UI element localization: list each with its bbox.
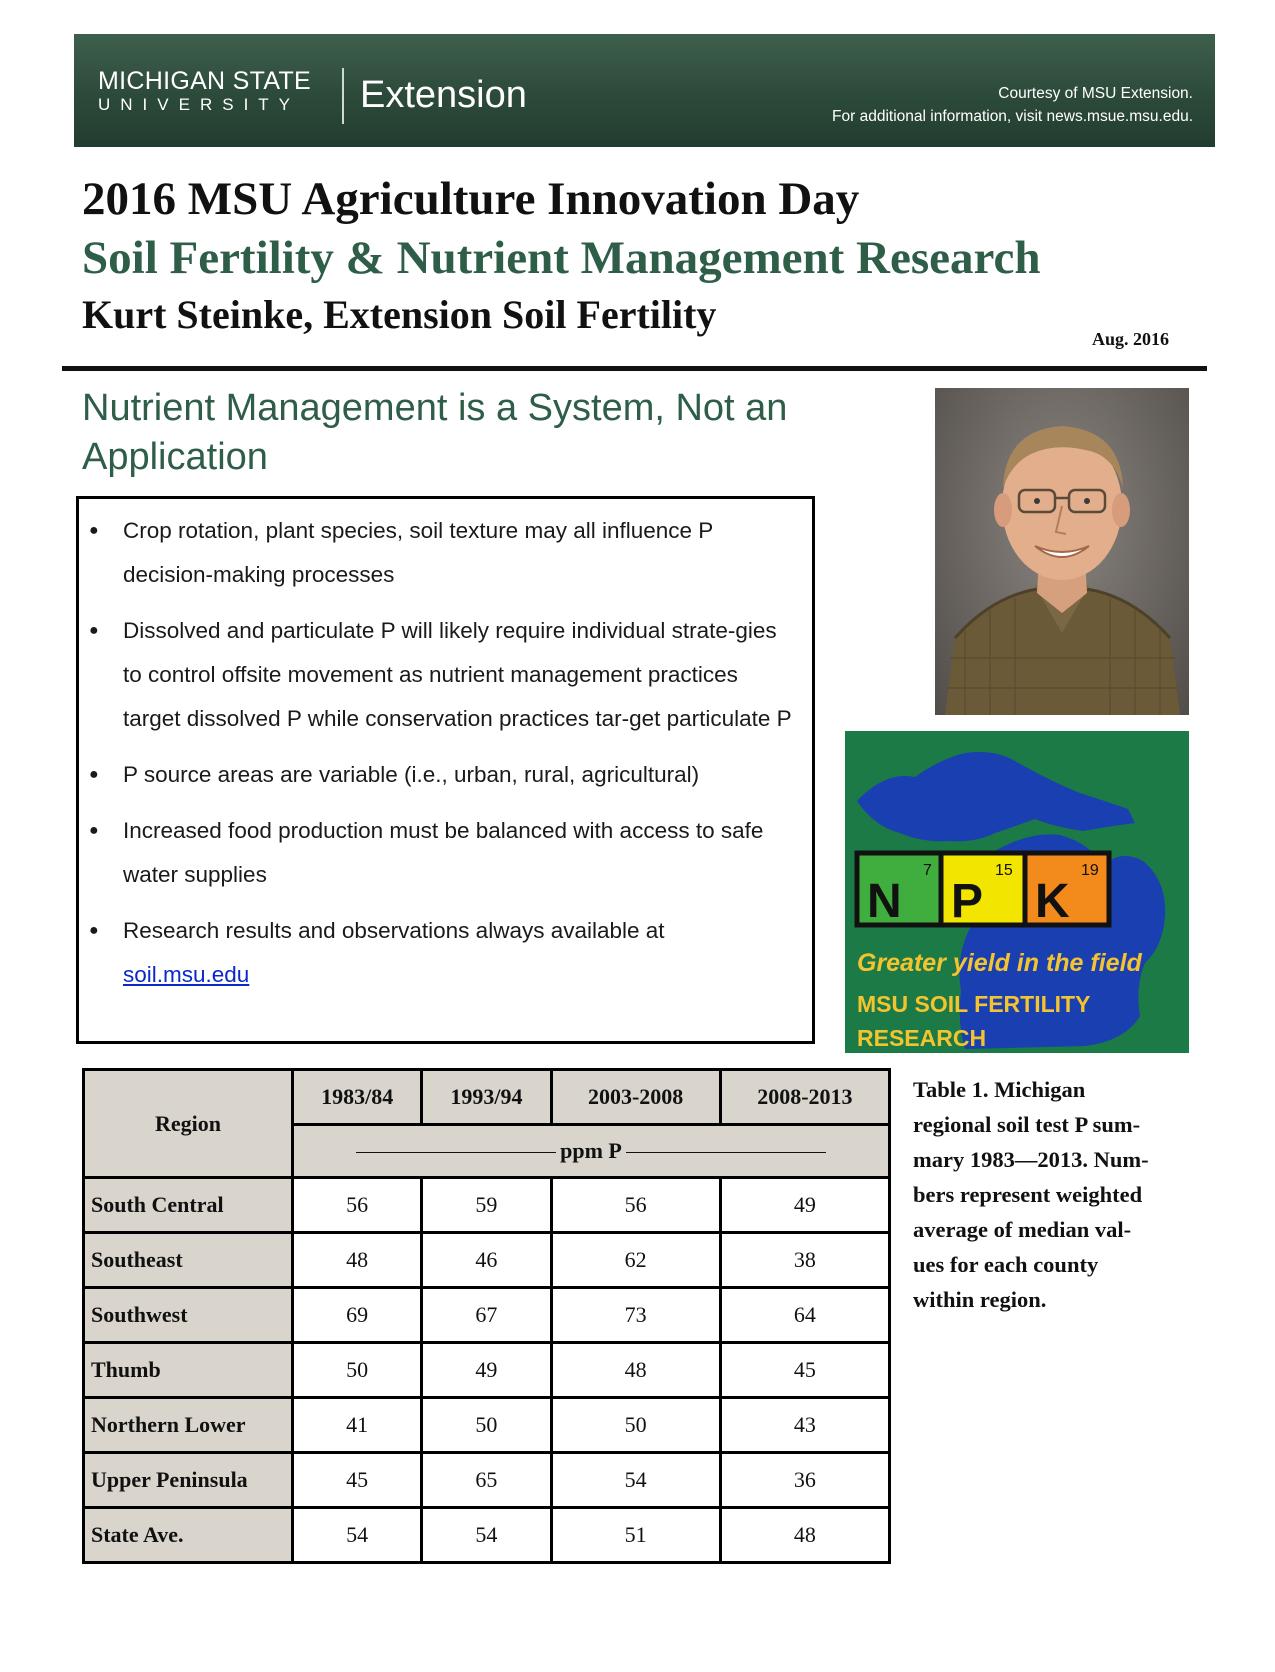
value-cell: 49	[720, 1178, 889, 1233]
list-item-text: Increased food production must be balanced with access to safe water supplies	[123, 818, 764, 887]
region-cell: South Central	[84, 1178, 293, 1233]
msu-wordmark	[98, 68, 311, 116]
logo-tagline: Greater yield in the field	[857, 949, 1142, 977]
value-cell: 54	[422, 1508, 551, 1563]
year-column-header: 1993/94	[422, 1070, 551, 1125]
key-points-list	[89, 509, 799, 1009]
title-divider	[62, 366, 1207, 371]
value-cell: 50	[551, 1398, 720, 1453]
list-item	[89, 809, 799, 897]
courtesy-text: Courtesy of MSU Extension.	[998, 85, 1193, 102]
value-cell: 50	[293, 1343, 422, 1398]
value-cell: 48	[551, 1343, 720, 1398]
caption-line: Table 1. Michigan	[913, 1077, 1086, 1102]
list-item-text: Crop rotation, plant species, soil texture may all influence P decision-making processes	[123, 518, 713, 587]
bullet-icon: ●	[89, 622, 99, 639]
soil-website-link[interactable]: soil.msu.edu	[123, 962, 250, 987]
n-letter: N	[867, 875, 902, 928]
author-photo	[935, 388, 1189, 715]
table-row	[84, 1453, 890, 1508]
bullet-icon: ●	[89, 822, 99, 839]
list-item	[89, 909, 799, 997]
value-cell: 73	[551, 1288, 720, 1343]
value-cell: 56	[293, 1178, 422, 1233]
university-name-line1: MICHIGAN STATE	[98, 67, 312, 95]
list-item-text: Dissolved and particulate P will likely require individual strate-gies to control offsite movement as nutrient management practices target dissolved P while conservation practices tar-get particulate P	[123, 618, 792, 731]
npk-logo	[845, 731, 1189, 1053]
caption-line: mary 1983—2013. Num-	[913, 1147, 1149, 1172]
value-cell: 67	[422, 1288, 551, 1343]
table-caption	[913, 1072, 1185, 1317]
table-row	[84, 1398, 890, 1453]
p-letter: P	[951, 875, 984, 928]
value-cell: 49	[422, 1343, 551, 1398]
region-cell: State Ave.	[84, 1508, 293, 1563]
value-cell: 64	[720, 1288, 889, 1343]
value-cell: 45	[293, 1453, 422, 1508]
table-row	[84, 1508, 890, 1563]
logo-title-line2: RESEARCH	[857, 1025, 987, 1051]
n-number: 7	[923, 862, 932, 879]
table-row	[84, 1233, 890, 1288]
key-points-box	[76, 496, 815, 1044]
table-row	[84, 1288, 890, 1343]
region-column-header: Region	[84, 1070, 293, 1178]
page-title: 2016 MSU Agriculture Innovation Day	[82, 173, 860, 225]
value-cell: 51	[551, 1508, 720, 1563]
university-name-line2: UNIVERSITY	[98, 95, 301, 114]
year-column-header: 2003-2008	[551, 1070, 720, 1125]
value-cell: 41	[293, 1398, 422, 1453]
value-cell: 62	[551, 1233, 720, 1288]
value-cell: 59	[422, 1178, 551, 1233]
bullet-icon: ●	[89, 922, 99, 939]
list-item	[89, 509, 799, 597]
region-cell: Upper Peninsula	[84, 1453, 293, 1508]
region-cell: Northern Lower	[84, 1398, 293, 1453]
value-cell: 46	[422, 1233, 551, 1288]
unit-header	[293, 1125, 890, 1178]
section-heading: Nutrient Management is a System, Not an Application	[82, 387, 788, 478]
list-item	[89, 753, 799, 797]
unit-dash-right	[626, 1152, 826, 1153]
portrait-illustration	[935, 388, 1189, 715]
region-cell: Thumb	[84, 1343, 293, 1398]
value-cell: 43	[720, 1398, 889, 1453]
value-cell: 48	[293, 1233, 422, 1288]
list-item-text: P source areas are variable (i.e., urban, rural, agricultural)	[123, 762, 700, 787]
k-letter: K	[1035, 875, 1070, 928]
year-column-header: 2008-2013	[720, 1070, 889, 1125]
caption-line: regional soil test P sum-	[913, 1112, 1141, 1137]
caption-line: average of median val-	[913, 1217, 1132, 1242]
value-cell: 45	[720, 1343, 889, 1398]
table-header-row	[84, 1070, 890, 1125]
value-cell: 54	[551, 1453, 720, 1508]
info-text: For additional information, visit news.msue.msu.edu.	[832, 108, 1193, 125]
unit-label: ppm P	[560, 1138, 622, 1163]
publication-date: Aug. 2016	[1092, 329, 1170, 349]
bullet-icon: ●	[89, 522, 99, 539]
p-number: 15	[995, 862, 1013, 879]
k-number: 19	[1081, 862, 1099, 879]
region-cell: Southeast	[84, 1233, 293, 1288]
soil-test-table	[82, 1068, 891, 1564]
list-item-text: Research results and observations always available at	[123, 918, 665, 943]
unit-dash-left	[356, 1152, 556, 1153]
list-item	[89, 609, 799, 741]
value-cell: 36	[720, 1453, 889, 1508]
year-column-header: 1983/84	[293, 1070, 422, 1125]
value-cell: 38	[720, 1233, 889, 1288]
table-row	[84, 1343, 890, 1398]
value-cell: 48	[720, 1508, 889, 1563]
caption-line: bers represent weighted	[913, 1182, 1143, 1207]
page-subtitle: Soil Fertility & Nutrient Management Research	[82, 232, 1041, 284]
value-cell: 50	[422, 1398, 551, 1453]
logo-title-line1: MSU SOIL FERTILITY	[857, 991, 1091, 1017]
value-cell: 69	[293, 1288, 422, 1343]
table-row	[84, 1178, 890, 1233]
banner-divider	[342, 68, 344, 124]
caption-line: within region.	[913, 1287, 1047, 1312]
value-cell: 54	[293, 1508, 422, 1563]
bullet-icon: ●	[89, 766, 99, 783]
value-cell: 56	[551, 1178, 720, 1233]
region-cell: Southwest	[84, 1288, 293, 1343]
value-cell: 65	[422, 1453, 551, 1508]
caption-line: ues for each county	[913, 1252, 1099, 1277]
header-banner	[74, 34, 1215, 147]
banner-courtesy	[832, 82, 1193, 128]
extension-label: Extension	[360, 74, 527, 116]
author-line: Kurt Steinke, Extension Soil Fertility	[82, 292, 717, 337]
